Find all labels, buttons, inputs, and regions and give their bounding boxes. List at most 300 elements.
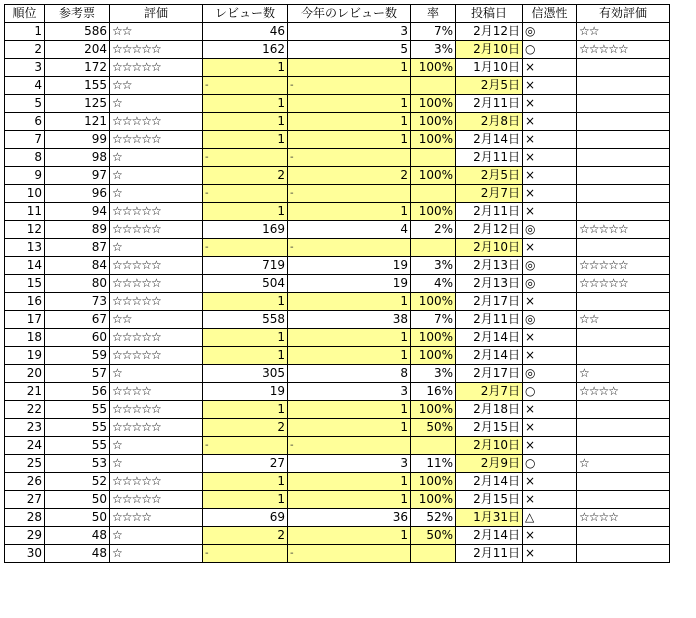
- cell-trust[interactable]: ×: [523, 167, 577, 185]
- cell-effective[interactable]: ☆☆☆☆: [577, 383, 670, 401]
- cell-trust[interactable]: ×: [523, 419, 577, 437]
- cell-date[interactable]: 2月5日: [456, 167, 523, 185]
- cell-rating[interactable]: ☆☆☆☆☆: [110, 275, 203, 293]
- cell-votes[interactable]: 99: [45, 131, 110, 149]
- table-row: [5, 149, 670, 167]
- cell-rank[interactable]: 22: [5, 401, 45, 419]
- header-votes[interactable]: 参考票: [45, 5, 110, 23]
- table-row: [5, 77, 670, 95]
- cell-date[interactable]: 2月11日: [456, 545, 523, 563]
- cell-rank[interactable]: 30: [5, 545, 45, 563]
- cell-rank[interactable]: 5: [5, 95, 45, 113]
- header-rating[interactable]: 評価: [110, 5, 203, 23]
- cell-rank[interactable]: 7: [5, 131, 45, 149]
- cell-votes[interactable]: 87: [45, 239, 110, 257]
- cell-rating[interactable]: ☆☆☆☆☆: [110, 59, 203, 77]
- cell-date[interactable]: 2月9日: [456, 455, 523, 473]
- cell-effective[interactable]: [577, 347, 670, 365]
- cell-effective[interactable]: [577, 419, 670, 437]
- cell-effective[interactable]: [577, 293, 670, 311]
- cell-rate[interactable]: 7%: [411, 311, 456, 329]
- cell-reviews[interactable]: 1: [203, 491, 288, 509]
- cell-rate[interactable]: 100%: [411, 293, 456, 311]
- cell-rate[interactable]: 50%: [411, 527, 456, 545]
- cell-votes[interactable]: 94: [45, 203, 110, 221]
- cell-votes[interactable]: 50: [45, 509, 110, 527]
- cell-effective[interactable]: [577, 239, 670, 257]
- cell-votes[interactable]: 96: [45, 185, 110, 203]
- table-row: [5, 131, 670, 149]
- cell-date[interactable]: 2月10日: [456, 239, 523, 257]
- cell-rate[interactable]: 100%: [411, 113, 456, 131]
- cell-date[interactable]: 1月10日: [456, 59, 523, 77]
- cell-votes[interactable]: 48: [45, 545, 110, 563]
- cell-year-reviews[interactable]: 1: [288, 95, 411, 113]
- cell-votes[interactable]: 73: [45, 293, 110, 311]
- cell-rank[interactable]: 6: [5, 113, 45, 131]
- cell-date[interactable]: 2月12日: [456, 23, 523, 41]
- cell-date[interactable]: 2月15日: [456, 419, 523, 437]
- cell-trust[interactable]: ◎: [523, 257, 577, 275]
- header-rank[interactable]: 順位: [5, 5, 45, 23]
- cell-reviews[interactable]: 1: [203, 113, 288, 131]
- cell-rate[interactable]: 4%: [411, 275, 456, 293]
- cell-reviews[interactable]: 46: [203, 23, 288, 41]
- cell-rank[interactable]: 18: [5, 329, 45, 347]
- cell-effective[interactable]: ☆: [577, 455, 670, 473]
- cell-year-reviews[interactable]: -: [288, 77, 411, 95]
- cell-votes[interactable]: 172: [45, 59, 110, 77]
- cell-year-reviews[interactable]: -: [288, 239, 411, 257]
- cell-rating[interactable]: ☆☆☆☆☆: [110, 329, 203, 347]
- cell-date[interactable]: 2月11日: [456, 203, 523, 221]
- cell-votes[interactable]: 56: [45, 383, 110, 401]
- cell-reviews[interactable]: 2: [203, 527, 288, 545]
- cell-reviews[interactable]: 1: [203, 131, 288, 149]
- cell-rank[interactable]: 2: [5, 41, 45, 59]
- cell-rate[interactable]: [411, 77, 456, 95]
- cell-rate[interactable]: [411, 149, 456, 167]
- cell-votes[interactable]: 57: [45, 365, 110, 383]
- cell-effective[interactable]: ☆☆: [577, 311, 670, 329]
- cell-rating[interactable]: ☆: [110, 437, 203, 455]
- cell-rating[interactable]: ☆: [110, 149, 203, 167]
- table-row: [5, 365, 670, 383]
- cell-reviews[interactable]: 69: [203, 509, 288, 527]
- cell-votes[interactable]: 84: [45, 257, 110, 275]
- cell-effective[interactable]: [577, 59, 670, 77]
- cell-reviews[interactable]: 504: [203, 275, 288, 293]
- cell-reviews[interactable]: -: [203, 545, 288, 563]
- table-row: [5, 455, 670, 473]
- cell-trust[interactable]: ×: [523, 185, 577, 203]
- cell-date[interactable]: 2月11日: [456, 95, 523, 113]
- cell-rate[interactable]: 100%: [411, 347, 456, 365]
- cell-rate[interactable]: 100%: [411, 203, 456, 221]
- cell-votes[interactable]: 55: [45, 401, 110, 419]
- cell-rating[interactable]: ☆: [110, 365, 203, 383]
- cell-rate[interactable]: 100%: [411, 401, 456, 419]
- cell-year-reviews[interactable]: 3: [288, 455, 411, 473]
- cell-date[interactable]: 2月7日: [456, 383, 523, 401]
- cell-year-reviews[interactable]: 2: [288, 167, 411, 185]
- cell-rank[interactable]: 28: [5, 509, 45, 527]
- table-row: [5, 437, 670, 455]
- cell-year-reviews[interactable]: 1: [288, 131, 411, 149]
- table-row: [5, 59, 670, 77]
- cell-trust[interactable]: ×: [523, 77, 577, 95]
- cell-rating[interactable]: ☆☆☆☆☆: [110, 347, 203, 365]
- cell-rank[interactable]: 23: [5, 419, 45, 437]
- cell-year-reviews[interactable]: 1: [288, 491, 411, 509]
- cell-year-reviews[interactable]: 38: [288, 311, 411, 329]
- cell-reviews[interactable]: 1: [203, 473, 288, 491]
- cell-trust[interactable]: ○: [523, 41, 577, 59]
- cell-reviews[interactable]: 1: [203, 401, 288, 419]
- cell-year-reviews[interactable]: 1: [288, 59, 411, 77]
- cell-votes[interactable]: 97: [45, 167, 110, 185]
- cell-trust[interactable]: △: [523, 509, 577, 527]
- cell-rank[interactable]: 9: [5, 167, 45, 185]
- cell-votes[interactable]: 89: [45, 221, 110, 239]
- cell-rating[interactable]: ☆☆☆☆: [110, 383, 203, 401]
- cell-effective[interactable]: [577, 545, 670, 563]
- cell-rank[interactable]: 10: [5, 185, 45, 203]
- cell-date[interactable]: 2月5日: [456, 77, 523, 95]
- cell-rating[interactable]: ☆: [110, 185, 203, 203]
- cell-rank[interactable]: 16: [5, 293, 45, 311]
- cell-effective[interactable]: [577, 203, 670, 221]
- cell-rating[interactable]: ☆☆☆☆☆: [110, 401, 203, 419]
- cell-rate[interactable]: 50%: [411, 419, 456, 437]
- cell-year-reviews[interactable]: 1: [288, 419, 411, 437]
- cell-effective[interactable]: [577, 95, 670, 113]
- cell-effective[interactable]: [577, 437, 670, 455]
- cell-trust[interactable]: ×: [523, 527, 577, 545]
- cell-rate[interactable]: 3%: [411, 257, 456, 275]
- cell-rate[interactable]: 100%: [411, 95, 456, 113]
- cell-effective[interactable]: ☆☆☆☆☆: [577, 221, 670, 239]
- cell-year-reviews[interactable]: 1: [288, 401, 411, 419]
- table-row: [5, 203, 670, 221]
- cell-year-reviews[interactable]: 1: [288, 203, 411, 221]
- cell-rate[interactable]: 100%: [411, 131, 456, 149]
- cell-votes[interactable]: 98: [45, 149, 110, 167]
- cell-reviews[interactable]: 1: [203, 59, 288, 77]
- cell-date[interactable]: 2月14日: [456, 347, 523, 365]
- cell-rating[interactable]: ☆☆☆☆☆: [110, 293, 203, 311]
- cell-year-reviews[interactable]: 19: [288, 257, 411, 275]
- cell-rate[interactable]: 100%: [411, 329, 456, 347]
- cell-reviews[interactable]: 1: [203, 347, 288, 365]
- cell-reviews[interactable]: 1: [203, 95, 288, 113]
- cell-rank[interactable]: 25: [5, 455, 45, 473]
- table-row: [5, 239, 670, 257]
- cell-effective[interactable]: [577, 167, 670, 185]
- cell-date[interactable]: 2月17日: [456, 293, 523, 311]
- cell-effective[interactable]: [577, 131, 670, 149]
- cell-reviews[interactable]: 719: [203, 257, 288, 275]
- cell-trust[interactable]: ◎: [523, 275, 577, 293]
- cell-date[interactable]: 2月14日: [456, 527, 523, 545]
- table-row: [5, 311, 670, 329]
- cell-date[interactable]: 2月10日: [456, 437, 523, 455]
- cell-votes[interactable]: 204: [45, 41, 110, 59]
- cell-trust[interactable]: ×: [523, 203, 577, 221]
- cell-rate[interactable]: 100%: [411, 491, 456, 509]
- cell-trust[interactable]: ×: [523, 113, 577, 131]
- cell-reviews[interactable]: 2: [203, 419, 288, 437]
- cell-date[interactable]: 2月17日: [456, 365, 523, 383]
- cell-votes[interactable]: 60: [45, 329, 110, 347]
- cell-year-reviews[interactable]: 1: [288, 527, 411, 545]
- cell-rating[interactable]: ☆: [110, 545, 203, 563]
- cell-rating[interactable]: ☆☆☆☆☆: [110, 473, 203, 491]
- cell-date[interactable]: 2月14日: [456, 329, 523, 347]
- cell-year-reviews[interactable]: -: [288, 545, 411, 563]
- cell-effective[interactable]: ☆☆☆☆☆: [577, 41, 670, 59]
- cell-rank[interactable]: 24: [5, 437, 45, 455]
- cell-date[interactable]: 1月31日: [456, 509, 523, 527]
- table-row: [5, 329, 670, 347]
- cell-reviews[interactable]: 1: [203, 329, 288, 347]
- cell-rate[interactable]: 52%: [411, 509, 456, 527]
- cell-rate[interactable]: [411, 239, 456, 257]
- cell-date[interactable]: 2月13日: [456, 275, 523, 293]
- cell-date[interactable]: 2月12日: [456, 221, 523, 239]
- cell-reviews[interactable]: -: [203, 437, 288, 455]
- cell-rate[interactable]: 16%: [411, 383, 456, 401]
- cell-rank[interactable]: 29: [5, 527, 45, 545]
- cell-effective[interactable]: [577, 401, 670, 419]
- cell-effective[interactable]: [577, 329, 670, 347]
- cell-rating[interactable]: ☆☆☆☆☆: [110, 419, 203, 437]
- cell-reviews[interactable]: 305: [203, 365, 288, 383]
- cell-rating[interactable]: ☆: [110, 527, 203, 545]
- cell-votes[interactable]: 121: [45, 113, 110, 131]
- cell-trust[interactable]: ×: [523, 239, 577, 257]
- cell-rank[interactable]: 15: [5, 275, 45, 293]
- cell-rank[interactable]: 11: [5, 203, 45, 221]
- cell-date[interactable]: 2月18日: [456, 401, 523, 419]
- cell-rating[interactable]: ☆☆☆☆☆: [110, 257, 203, 275]
- cell-trust[interactable]: ◎: [523, 365, 577, 383]
- cell-effective[interactable]: [577, 149, 670, 167]
- cell-votes[interactable]: 125: [45, 95, 110, 113]
- cell-votes[interactable]: 52: [45, 473, 110, 491]
- cell-year-reviews[interactable]: 3: [288, 383, 411, 401]
- cell-votes[interactable]: 80: [45, 275, 110, 293]
- cell-rating[interactable]: ☆: [110, 95, 203, 113]
- table-row: [5, 347, 670, 365]
- cell-reviews[interactable]: -: [203, 185, 288, 203]
- table-row: [5, 275, 670, 293]
- cell-rank[interactable]: 13: [5, 239, 45, 257]
- cell-votes[interactable]: 67: [45, 311, 110, 329]
- cell-reviews[interactable]: 27: [203, 455, 288, 473]
- cell-date[interactable]: 2月8日: [456, 113, 523, 131]
- cell-effective[interactable]: [577, 473, 670, 491]
- cell-effective[interactable]: ☆☆☆☆☆: [577, 275, 670, 293]
- cell-trust[interactable]: ○: [523, 455, 577, 473]
- cell-trust[interactable]: ○: [523, 383, 577, 401]
- cell-rate[interactable]: 2%: [411, 221, 456, 239]
- cell-rate[interactable]: [411, 545, 456, 563]
- cell-reviews[interactable]: 558: [203, 311, 288, 329]
- header-effective[interactable]: 有効評価: [577, 5, 670, 23]
- cell-rate[interactable]: [411, 437, 456, 455]
- cell-date[interactable]: 2月7日: [456, 185, 523, 203]
- cell-effective[interactable]: ☆☆: [577, 23, 670, 41]
- cell-trust[interactable]: ×: [523, 437, 577, 455]
- cell-votes[interactable]: 55: [45, 419, 110, 437]
- cell-reviews[interactable]: 19: [203, 383, 288, 401]
- cell-trust[interactable]: ×: [523, 131, 577, 149]
- cell-votes[interactable]: 586: [45, 23, 110, 41]
- cell-effective[interactable]: ☆☆☆☆: [577, 509, 670, 527]
- cell-reviews[interactable]: 2: [203, 167, 288, 185]
- cell-date[interactable]: 2月14日: [456, 131, 523, 149]
- cell-trust[interactable]: ×: [523, 59, 577, 77]
- cell-effective[interactable]: ☆☆☆☆☆: [577, 257, 670, 275]
- header-reviews[interactable]: レビュー数: [203, 5, 288, 23]
- cell-reviews[interactable]: 1: [203, 293, 288, 311]
- cell-votes[interactable]: 50: [45, 491, 110, 509]
- cell-rating[interactable]: ☆☆☆☆☆: [110, 113, 203, 131]
- cell-trust[interactable]: ×: [523, 95, 577, 113]
- cell-trust[interactable]: ◎: [523, 311, 577, 329]
- header-date[interactable]: 投稿日: [456, 5, 523, 23]
- cell-rating[interactable]: ☆: [110, 455, 203, 473]
- cell-year-reviews[interactable]: -: [288, 149, 411, 167]
- table-row: [5, 257, 670, 275]
- cell-rating[interactable]: ☆☆☆☆: [110, 509, 203, 527]
- cell-trust[interactable]: ◎: [523, 23, 577, 41]
- cell-rate[interactable]: 3%: [411, 365, 456, 383]
- cell-rating[interactable]: ☆☆: [110, 77, 203, 95]
- cell-year-reviews[interactable]: 3: [288, 23, 411, 41]
- cell-rate[interactable]: 100%: [411, 59, 456, 77]
- cell-rate[interactable]: [411, 185, 456, 203]
- cell-date[interactable]: 2月11日: [456, 149, 523, 167]
- review-ranking-table: [4, 4, 670, 563]
- cell-votes[interactable]: 59: [45, 347, 110, 365]
- cell-year-reviews[interactable]: 1: [288, 293, 411, 311]
- cell-trust[interactable]: ×: [523, 545, 577, 563]
- cell-trust[interactable]: ×: [523, 329, 577, 347]
- cell-rating[interactable]: ☆: [110, 239, 203, 257]
- cell-rank[interactable]: 20: [5, 365, 45, 383]
- cell-effective[interactable]: [577, 527, 670, 545]
- cell-trust[interactable]: ×: [523, 293, 577, 311]
- cell-date[interactable]: 2月15日: [456, 491, 523, 509]
- cell-year-reviews[interactable]: -: [288, 185, 411, 203]
- cell-rank[interactable]: 27: [5, 491, 45, 509]
- cell-rating[interactable]: ☆☆☆☆☆: [110, 221, 203, 239]
- cell-effective[interactable]: ☆: [577, 365, 670, 383]
- table-row: [5, 167, 670, 185]
- cell-rank[interactable]: 8: [5, 149, 45, 167]
- cell-rank[interactable]: 21: [5, 383, 45, 401]
- cell-reviews[interactable]: 169: [203, 221, 288, 239]
- cell-rank[interactable]: 26: [5, 473, 45, 491]
- cell-rank[interactable]: 17: [5, 311, 45, 329]
- cell-reviews[interactable]: 1: [203, 203, 288, 221]
- table-row: [5, 185, 670, 203]
- cell-effective[interactable]: [577, 185, 670, 203]
- header-year-reviews[interactable]: 今年のレビュー数: [288, 5, 411, 23]
- cell-year-reviews[interactable]: 36: [288, 509, 411, 527]
- cell-rate[interactable]: 100%: [411, 167, 456, 185]
- table-row: [5, 401, 670, 419]
- header-trust[interactable]: 信憑性: [523, 5, 577, 23]
- header-rate[interactable]: 率: [411, 5, 456, 23]
- cell-rating[interactable]: ☆☆: [110, 23, 203, 41]
- cell-trust[interactable]: ×: [523, 401, 577, 419]
- cell-votes[interactable]: 48: [45, 527, 110, 545]
- cell-year-reviews[interactable]: 8: [288, 365, 411, 383]
- cell-effective[interactable]: [577, 77, 670, 95]
- cell-rating[interactable]: ☆☆☆☆☆: [110, 131, 203, 149]
- cell-rank[interactable]: 3: [5, 59, 45, 77]
- table-row: [5, 41, 670, 59]
- cell-rank[interactable]: 14: [5, 257, 45, 275]
- cell-rate[interactable]: 3%: [411, 41, 456, 59]
- cell-rating[interactable]: ☆☆☆☆☆: [110, 41, 203, 59]
- cell-rank[interactable]: 4: [5, 77, 45, 95]
- cell-rank[interactable]: 19: [5, 347, 45, 365]
- cell-year-reviews[interactable]: 1: [288, 113, 411, 131]
- cell-rank[interactable]: 12: [5, 221, 45, 239]
- cell-votes[interactable]: 155: [45, 77, 110, 95]
- cell-rating[interactable]: ☆: [110, 167, 203, 185]
- cell-year-reviews[interactable]: 1: [288, 473, 411, 491]
- cell-rating[interactable]: ☆☆: [110, 311, 203, 329]
- cell-date[interactable]: 2月11日: [456, 311, 523, 329]
- cell-date[interactable]: 2月13日: [456, 257, 523, 275]
- cell-rating[interactable]: ☆☆☆☆☆: [110, 203, 203, 221]
- cell-year-reviews[interactable]: 1: [288, 329, 411, 347]
- table-row: [5, 419, 670, 437]
- cell-trust[interactable]: ×: [523, 347, 577, 365]
- cell-trust[interactable]: ×: [523, 491, 577, 509]
- cell-reviews[interactable]: -: [203, 239, 288, 257]
- cell-votes[interactable]: 53: [45, 455, 110, 473]
- cell-rank[interactable]: 1: [5, 23, 45, 41]
- cell-votes[interactable]: 55: [45, 437, 110, 455]
- cell-effective[interactable]: [577, 491, 670, 509]
- cell-year-reviews[interactable]: 4: [288, 221, 411, 239]
- cell-year-reviews[interactable]: -: [288, 437, 411, 455]
- cell-effective[interactable]: [577, 113, 670, 131]
- cell-rate[interactable]: 11%: [411, 455, 456, 473]
- cell-reviews[interactable]: 162: [203, 41, 288, 59]
- cell-year-reviews[interactable]: 5: [288, 41, 411, 59]
- cell-trust[interactable]: ×: [523, 473, 577, 491]
- cell-year-reviews[interactable]: 19: [288, 275, 411, 293]
- cell-rate[interactable]: 7%: [411, 23, 456, 41]
- cell-rate[interactable]: 100%: [411, 473, 456, 491]
- table-row: [5, 383, 670, 401]
- cell-rating[interactable]: ☆☆☆☆☆: [110, 491, 203, 509]
- cell-trust[interactable]: ◎: [523, 221, 577, 239]
- cell-date[interactable]: 2月14日: [456, 473, 523, 491]
- cell-reviews[interactable]: -: [203, 77, 288, 95]
- cell-year-reviews[interactable]: 1: [288, 347, 411, 365]
- cell-date[interactable]: 2月10日: [456, 41, 523, 59]
- cell-reviews[interactable]: -: [203, 149, 288, 167]
- cell-trust[interactable]: ×: [523, 149, 577, 167]
